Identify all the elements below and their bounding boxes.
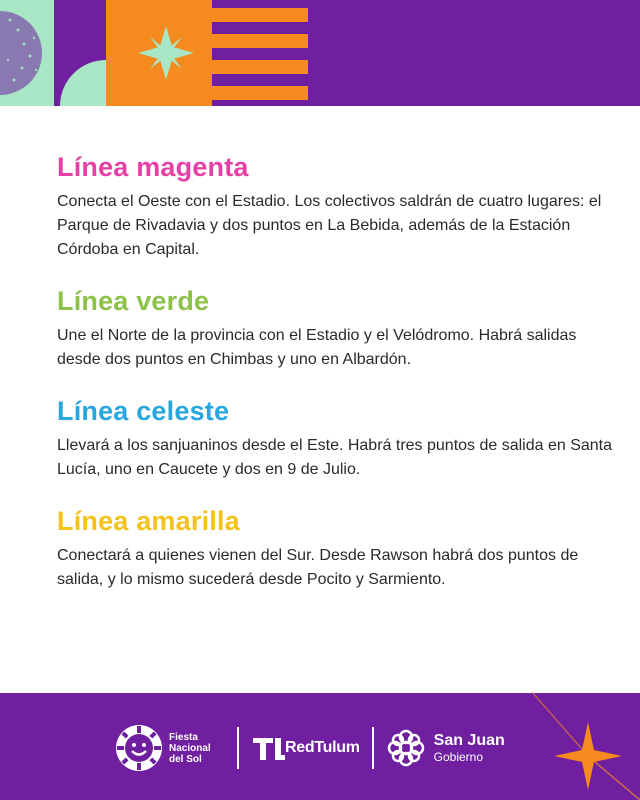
section-text: Conecta el Oeste con el Estadio. Los colectivos saldrán de cuatro lugares: el Parque de Rivadavia y dos puntos en La Bebida, además de la Estación Córdoba en Capital. [57, 193, 602, 258]
redtulum-logo [251, 734, 360, 762]
redtulum-wordmark: RedTulum [285, 739, 360, 756]
section-title: Línea celeste [57, 396, 230, 426]
section-title: Línea verde [57, 286, 210, 316]
san-juan-subtitle: Gobierno [433, 750, 484, 764]
section-linea-amarilla [57, 504, 617, 592]
sun-face-icon [115, 724, 163, 772]
fiesta-wordmark [169, 732, 225, 765]
san-juan-gobierno-logo [386, 728, 505, 768]
san-juan-wordmark [434, 732, 505, 764]
logo-divider [237, 727, 239, 769]
sparkle-star-icon [532, 692, 640, 800]
main-content [57, 150, 617, 614]
section-text: Llevará a los sanjuaninos desde el Este. Habrá tres puntos de salida en Santa Lucía, uno en Caucete y dos en 9 de Julio. [57, 437, 613, 478]
fiesta-nacional-del-sol-logo [115, 724, 225, 772]
section-text: Une el Norte de la provincia con el Estadio y el Velódromo. Habrá salidas desde dos puntos en Chimbas y uno en Albardón. [57, 327, 577, 368]
logo-divider [372, 727, 374, 769]
section-linea-verde [57, 284, 617, 372]
section-title: Línea amarilla [57, 506, 240, 536]
flower-emblem-icon [386, 728, 426, 768]
redtulum-mark-icon [251, 734, 285, 762]
section-linea-celeste [57, 394, 617, 482]
fiesta-line: Nacional [169, 742, 211, 754]
san-juan-name: San Juan [433, 732, 505, 749]
header-banner [0, 0, 640, 106]
section-title: Línea magenta [57, 152, 249, 182]
section-text: Conectará a quienes vienen del Sur. Desde Rawson habrá dos puntos de salida, y lo mismo sucederá desde Pocito y Sarmiento. [57, 547, 579, 588]
logo-strip [115, 722, 505, 774]
geometric-pattern [0, 0, 640, 106]
fiesta-line: del Sol [169, 753, 202, 765]
fiesta-line: Fiesta [169, 731, 198, 743]
section-linea-magenta [57, 150, 617, 262]
